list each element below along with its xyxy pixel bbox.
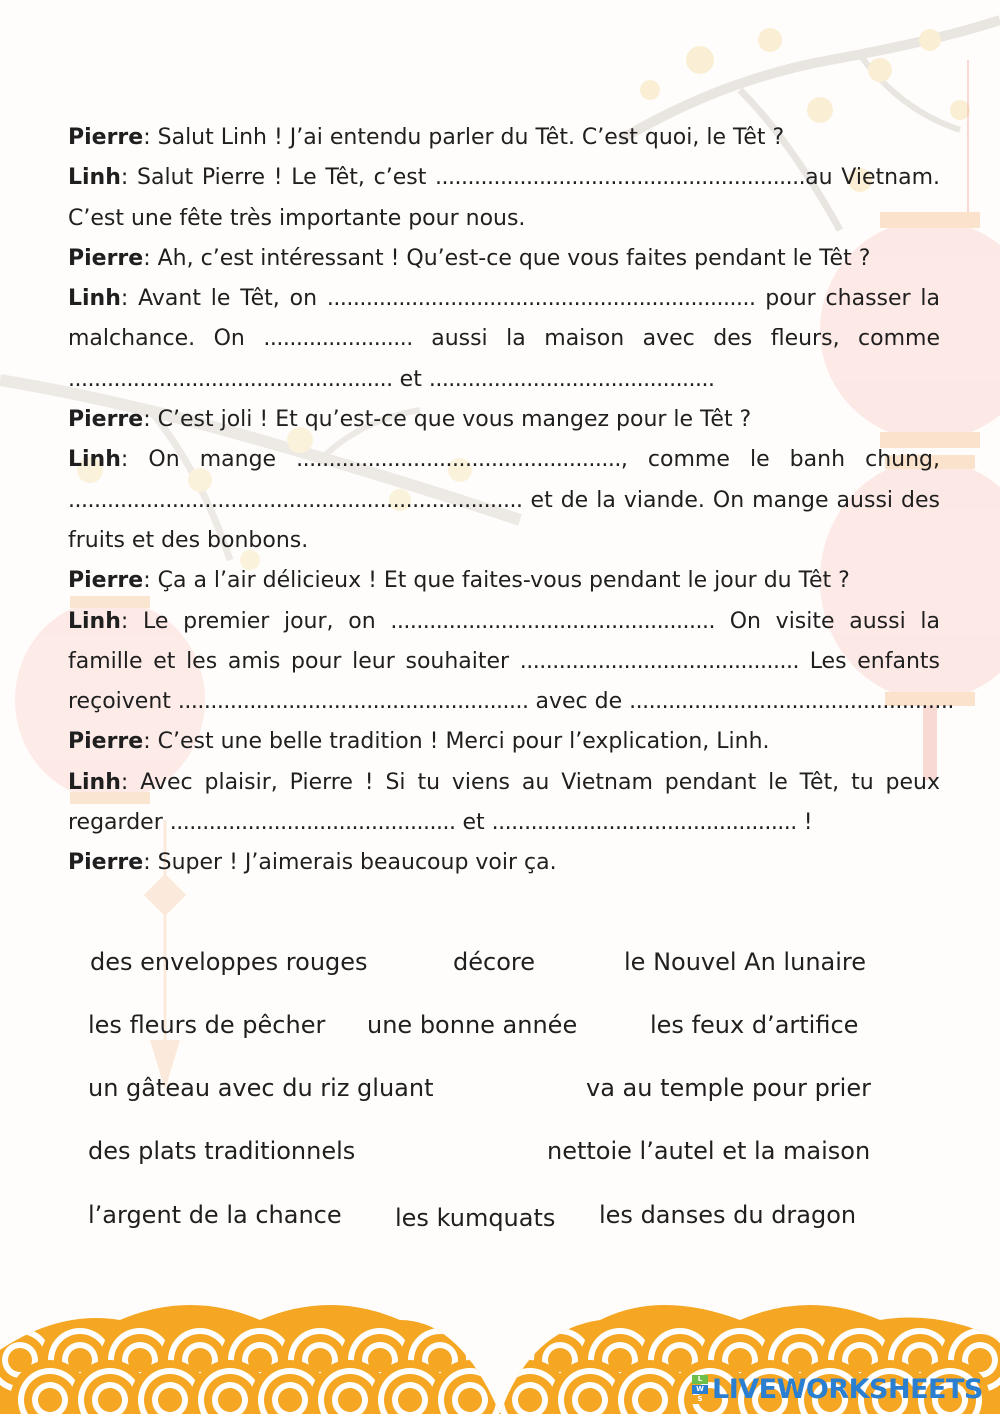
dialogue-line (68, 722, 940, 762)
dialogue-line (68, 319, 940, 359)
dialogue-text: : Salut Linh ! J’ai entendu parler du Têt. C’est quoi, le Têt ? (143, 125, 785, 150)
word-bank-item[interactable]: nettoie l’autel et la maison (547, 1137, 871, 1165)
speaker-name: Pierre (68, 729, 144, 755)
blank-gap[interactable]: .................................................. (296, 447, 621, 473)
dialogue-line (68, 682, 954, 722)
blank-gap[interactable]: ........................................... (519, 648, 799, 674)
dialogue-line (68, 481, 940, 521)
dialogue-text: aussi la maison avec des fleurs, comme (412, 326, 941, 352)
blank-gap[interactable]: ...................................................................... (68, 487, 523, 513)
dialogue-text: pour chasser la (755, 286, 941, 312)
speaker-name: Pierre (68, 125, 144, 150)
dialogue-text: ! (796, 810, 813, 836)
dialogue-text: : Le premier jour, on (120, 608, 391, 634)
speaker-name: Pierre (68, 568, 144, 594)
word-bank-item[interactable]: une bonne année (367, 1011, 578, 1039)
dialogue-text: C’est une fête très importante pour nous. (68, 205, 526, 231)
dialogue-text: : Avec plaisir, Pierre ! Si tu viens au Vietnam pendant le Têt, tu peux (120, 769, 940, 795)
word-bank-item[interactable]: des plats traditionnels (88, 1137, 356, 1165)
dialogue-line (68, 642, 940, 682)
dialogue-line (68, 763, 940, 803)
blank-gap[interactable]: .................................................................. (326, 286, 756, 312)
logo-badge-icon (692, 1375, 708, 1405)
logo-badge-letter: W (692, 1385, 708, 1394)
speaker-name: Linh (68, 608, 121, 634)
dialogue-text: : C’est joli ! Et qu’est-ce que vous mangez pour le Têt ? (143, 407, 752, 433)
dialogue-text: : C’est une belle tradition ! Merci pour l’explication, Linh. (143, 729, 770, 755)
dialogue-text: et (392, 366, 429, 392)
liveworksheets-logo[interactable] (692, 1374, 983, 1405)
blank-gap[interactable]: ...................................................... (177, 689, 529, 715)
speaker-name: Pierre (68, 850, 144, 876)
word-bank-item[interactable]: les kumquats (395, 1204, 556, 1232)
dialogue-text: : Avant le Têt, on (120, 286, 327, 312)
dialogue-line (68, 561, 940, 601)
dialogue-text: On visite aussi la (715, 608, 940, 634)
dialogue-line (68, 118, 940, 158)
blank-gap[interactable]: ....................... (263, 326, 413, 352)
dialogue-text: regarder (68, 810, 170, 836)
dialogue-line (68, 360, 940, 400)
word-bank-item[interactable]: décore (453, 948, 535, 976)
blank-gap[interactable]: ......................................................... (435, 165, 806, 191)
dialogue-text: famille et les amis pour leur souhaiter (68, 648, 520, 674)
word-bank-item[interactable]: un gâteau avec du riz gluant (88, 1074, 434, 1102)
dialogue-text: fruits et des bonbons. (68, 527, 309, 553)
blank-gap[interactable]: .................................................. (68, 366, 393, 392)
dialogue-text: malchance. On (68, 326, 264, 352)
blank-gap[interactable]: ............................................... (491, 810, 797, 836)
dialogue-line (68, 521, 940, 561)
word-bank-item[interactable]: le Nouvel An lunaire (624, 948, 867, 976)
dialogue-text: et de la viande. On mange aussi des (522, 487, 940, 513)
word-bank-item[interactable]: va au temple pour prier (586, 1074, 871, 1102)
dialogue-text: au Vietnam. (805, 165, 940, 191)
dialogue-line (68, 440, 940, 480)
dialogue (68, 118, 954, 884)
logo-badge-letter: S (692, 1395, 708, 1404)
speaker-name: Linh (68, 769, 121, 795)
speaker-name: Linh (68, 286, 121, 312)
dialogue-text: : On mange (120, 447, 297, 473)
word-bank-item[interactable]: les fleurs de pêcher (88, 1011, 326, 1039)
dialogue-text: , comme le banh chung, (620, 447, 940, 473)
blank-gap[interactable]: ............................................ (169, 810, 456, 836)
dialogue-line (68, 602, 940, 642)
dialogue-line (68, 199, 940, 239)
speaker-name: Pierre (68, 245, 144, 271)
word-bank-item[interactable]: les danses du dragon (599, 1201, 857, 1229)
blank-gap[interactable]: .................................................. (629, 689, 954, 715)
word-bank-item[interactable]: les feux d’artifice (650, 1011, 859, 1039)
dialogue-text: et (455, 810, 492, 836)
dialogue-text: reçoivent (68, 689, 178, 715)
dialogue-text: Les enfants (799, 648, 940, 674)
speaker-name: Pierre (68, 407, 144, 433)
dialogue-line (68, 279, 940, 319)
word-bank-item[interactable]: l’argent de la chance (88, 1201, 342, 1229)
word-bank-item[interactable]: des enveloppes rouges (90, 948, 368, 976)
speaker-name: Linh (68, 165, 121, 191)
dialogue-text: : Ça a l’air délicieux ! Et que faites-vous pendant le jour du Têt ? (143, 568, 850, 594)
logo-text: LIVEWORKSHEETS (712, 1374, 983, 1405)
dialogue-text: : Salut Pierre ! Le Têt, c’est (120, 165, 436, 191)
blank-gap[interactable]: ............................................ (428, 366, 715, 392)
dialogue-line (68, 239, 940, 279)
blank-gap[interactable]: .................................................. (390, 608, 716, 634)
dialogue-text: : Super ! J’aimerais beaucoup voir ça. (143, 850, 557, 876)
dialogue-line (68, 400, 940, 440)
dialogue-line (68, 843, 940, 883)
logo-badge-letter: L (692, 1375, 708, 1384)
dialogue-line (68, 803, 940, 843)
dialogue-text: : Ah, c’est intéressant ! Qu’est-ce que vous faites pendant le Têt ? (143, 245, 871, 271)
dialogue-line (68, 158, 940, 198)
dialogue-text: avec de (528, 689, 630, 715)
speaker-name: Linh (68, 447, 121, 473)
